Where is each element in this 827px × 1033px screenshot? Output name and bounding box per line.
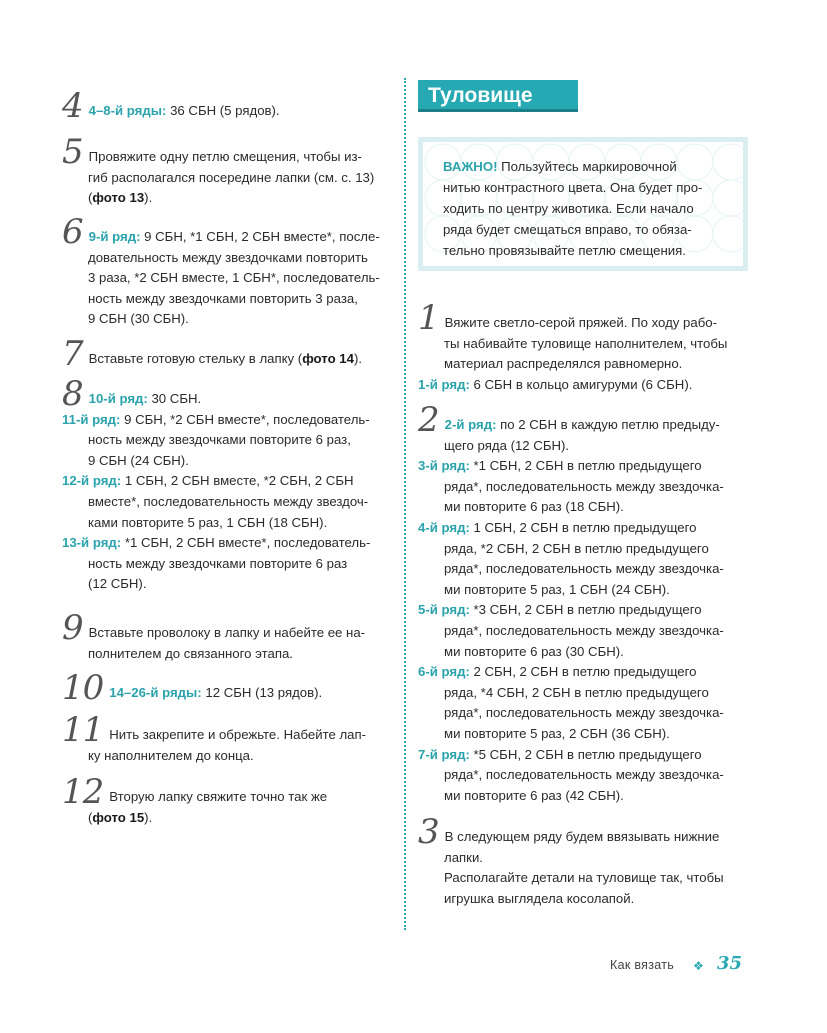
photo-ref: фото 15 (92, 809, 145, 825)
step-number: 11 (62, 710, 104, 750)
step-2 (418, 400, 724, 806)
step-1 (418, 298, 728, 395)
step-text: щего ряда (12 СБН). (444, 437, 570, 453)
step-text: 30 СБН. (147, 391, 202, 406)
step-text: *1 СБН, 2 СБН в петлю предыдущего (469, 458, 702, 474)
step-text: ряда*, последовательность между звездочка- (444, 767, 724, 783)
step-text: ряда, *2 СБН, 2 СБН в петлю предыдущего (444, 540, 709, 556)
step-text: ми повторите 6 раз (18 СБН). (444, 499, 624, 515)
step-number: 9 (62, 608, 83, 648)
step-number: 3 (418, 812, 439, 852)
step-text: ми повторите 5 раз, 1 СБН (24 СБН). (444, 581, 670, 597)
step-text: по 2 СБН в каждую петлю предыду- (496, 417, 720, 432)
step-10 (62, 668, 323, 708)
column-divider (404, 78, 406, 930)
photo-ref: фото 13 (92, 190, 145, 206)
photo-ref: фото 14 (302, 351, 354, 366)
note-text: тельно провязывайте петлю смещения. (443, 243, 686, 258)
row-label: 14–26-й ряды: (109, 685, 202, 700)
step-number: 6 (62, 212, 83, 252)
step-text: гиб располагался посередине лапки (см. с. 13) (88, 169, 375, 185)
row-label: 9-й ряд: (88, 229, 141, 244)
step-6 (62, 212, 380, 330)
row-label: 7-й ряд: (418, 746, 470, 762)
step-3 (418, 812, 724, 909)
step-number: 4 (62, 86, 83, 126)
step-text: вместе*, последовательность между звездоч- (88, 493, 369, 509)
step-text: *5 СБН, 2 СБН в петлю предыдущего (469, 746, 702, 762)
step-text: Располагайте детали на туловище так, чтобы (444, 870, 724, 886)
step-text: ку наполнителем до конца. (88, 747, 254, 763)
step-text: 3 раза, *2 СБН вместе, 1 СБН*, последователь- (88, 270, 380, 286)
step-text: ряда*, последовательность между звездочка- (444, 622, 724, 638)
step-4 (62, 86, 280, 126)
step-text: 9 СБН, *2 СБН вместе*, последователь- (120, 411, 370, 427)
section-title: Туловище (418, 80, 578, 112)
step-text: ми повторите 6 раз (30 СБН). (444, 643, 624, 659)
step-text: ками повторите 5 раз, 1 СБН (18 СБН). (88, 514, 328, 530)
paren: ). (353, 351, 363, 366)
step-text: полнителем до связанного этапа. (88, 645, 293, 661)
step-text: ряда*, последовательность между звездочка- (444, 705, 724, 721)
step-text: 36 СБН (5 рядов). (166, 103, 280, 118)
step-text: 1 СБН, 2 СБН вместе, *2 СБН, 2 СБН (121, 473, 354, 489)
row-label: 11-й ряд: (62, 411, 121, 427)
important-note (418, 137, 748, 271)
step-text: Провяжите одну петлю смещения, чтобы из- (88, 149, 362, 164)
paren: ). (144, 190, 153, 206)
step-text: Нить закрепите и обрежьте. Набейте лап- (109, 727, 367, 742)
step-5 (62, 132, 375, 209)
step-text: игрушка выглядела косолапой. (444, 890, 635, 906)
paren: ). (144, 809, 153, 825)
step-text: ми повторите 5 раз, 2 СБН (36 СБН). (444, 725, 670, 741)
row-label: 13-й ряд: (62, 535, 122, 551)
paren: ( (88, 190, 93, 206)
step-text: 9 СБН, *1 СБН, 2 СБН вместе*, после- (140, 229, 380, 244)
step-text: (12 СБН). (88, 576, 147, 592)
step-text: ряда*, последовательность между звездочка- (444, 478, 724, 494)
step-text: лапки. (444, 849, 483, 865)
step-number: 5 (62, 132, 83, 172)
row-label: 5-й ряд: (418, 602, 470, 618)
note-text: нитью контрастного цвета. Она будет про- (443, 180, 703, 195)
step-text: *3 СБН, 2 СБН в петлю предыдущего (469, 602, 702, 618)
step-text: *1 СБН, 2 СБН вместе*, последователь- (121, 535, 371, 551)
step-11 (62, 710, 367, 766)
step-text: ряда, *4 СБН, 2 СБН в петлю предыдущего (444, 684, 709, 700)
step-text: ность между звездочками повторить 3 раза, (88, 290, 358, 306)
diamond-ornament-icon: ❖ (693, 959, 704, 973)
footer-section-name: Как вязать (610, 958, 675, 972)
step-number: 7 (62, 334, 83, 374)
note-text: Пользуйтесь маркировочной (497, 159, 677, 174)
row-label: 2-й ряд: (444, 417, 497, 432)
step-number: 8 (62, 374, 83, 414)
step-number: 12 (62, 772, 104, 812)
row-label: 1-й ряд: (418, 376, 470, 392)
row-label: 4–8-й ряды: (88, 103, 167, 118)
step-text: Вторую лапку свяжите точно так же (109, 789, 328, 804)
note-label: ВАЖНО! (443, 159, 498, 174)
step-text: довательность между звездочками повторить (88, 249, 368, 265)
row-label: 3-й ряд: (418, 458, 470, 474)
step-text: Вставьте проволоку в лапку и набейте ее на- (88, 625, 366, 640)
page-number: 35 (717, 953, 743, 974)
note-text: ходить по центру животика. Если начало (443, 201, 694, 216)
step-number: 2 (418, 400, 439, 440)
step-text: ты набивайте туловище наполнителем, чтобы (444, 335, 728, 351)
step-text: материал распределялся равномерно. (444, 356, 683, 372)
step-text: ряда*, последовательность между звездочка- (444, 561, 724, 577)
step-text: 12 СБН (13 рядов). (201, 685, 323, 700)
step-text: 2 СБН, 2 СБН в петлю предыдущего (469, 664, 697, 680)
step-text: ность между звездочками повторите 6 раз (88, 555, 348, 571)
step-text: 9 СБН (24 СБН). (88, 452, 189, 468)
step-text: Вяжите светло-серой пряжей. По ходу рабо- (444, 315, 717, 330)
step-8 (62, 374, 371, 595)
step-text: 9 СБН (30 СБН). (88, 311, 189, 327)
step-text: В следующем ряду будем ввязывать нижние (444, 829, 720, 844)
step-text: ми повторите 6 раз (42 СБН). (444, 787, 624, 803)
step-12 (62, 772, 328, 828)
step-number: 1 (418, 298, 439, 338)
step-text: Вставьте готовую стельку в лапку ( (88, 351, 303, 366)
note-text: ряда будет смещаться вправо, то обяза- (443, 222, 692, 237)
step-9 (62, 608, 366, 664)
paren: ( (88, 809, 93, 825)
row-label: 4-й ряд: (418, 519, 470, 535)
row-label: 10-й ряд: (88, 391, 148, 406)
step-text: ность между звездочками повторите 6 раз, (88, 432, 351, 448)
row-label: 12-й ряд: (62, 473, 122, 489)
step-number: 10 (62, 668, 104, 708)
step-7 (62, 334, 363, 374)
row-label: 6-й ряд: (418, 664, 470, 680)
step-text: 6 СБН в кольцо амигуруми (6 СБН). (469, 376, 693, 392)
step-text: 1 СБН, 2 СБН в петлю предыдущего (469, 519, 697, 535)
